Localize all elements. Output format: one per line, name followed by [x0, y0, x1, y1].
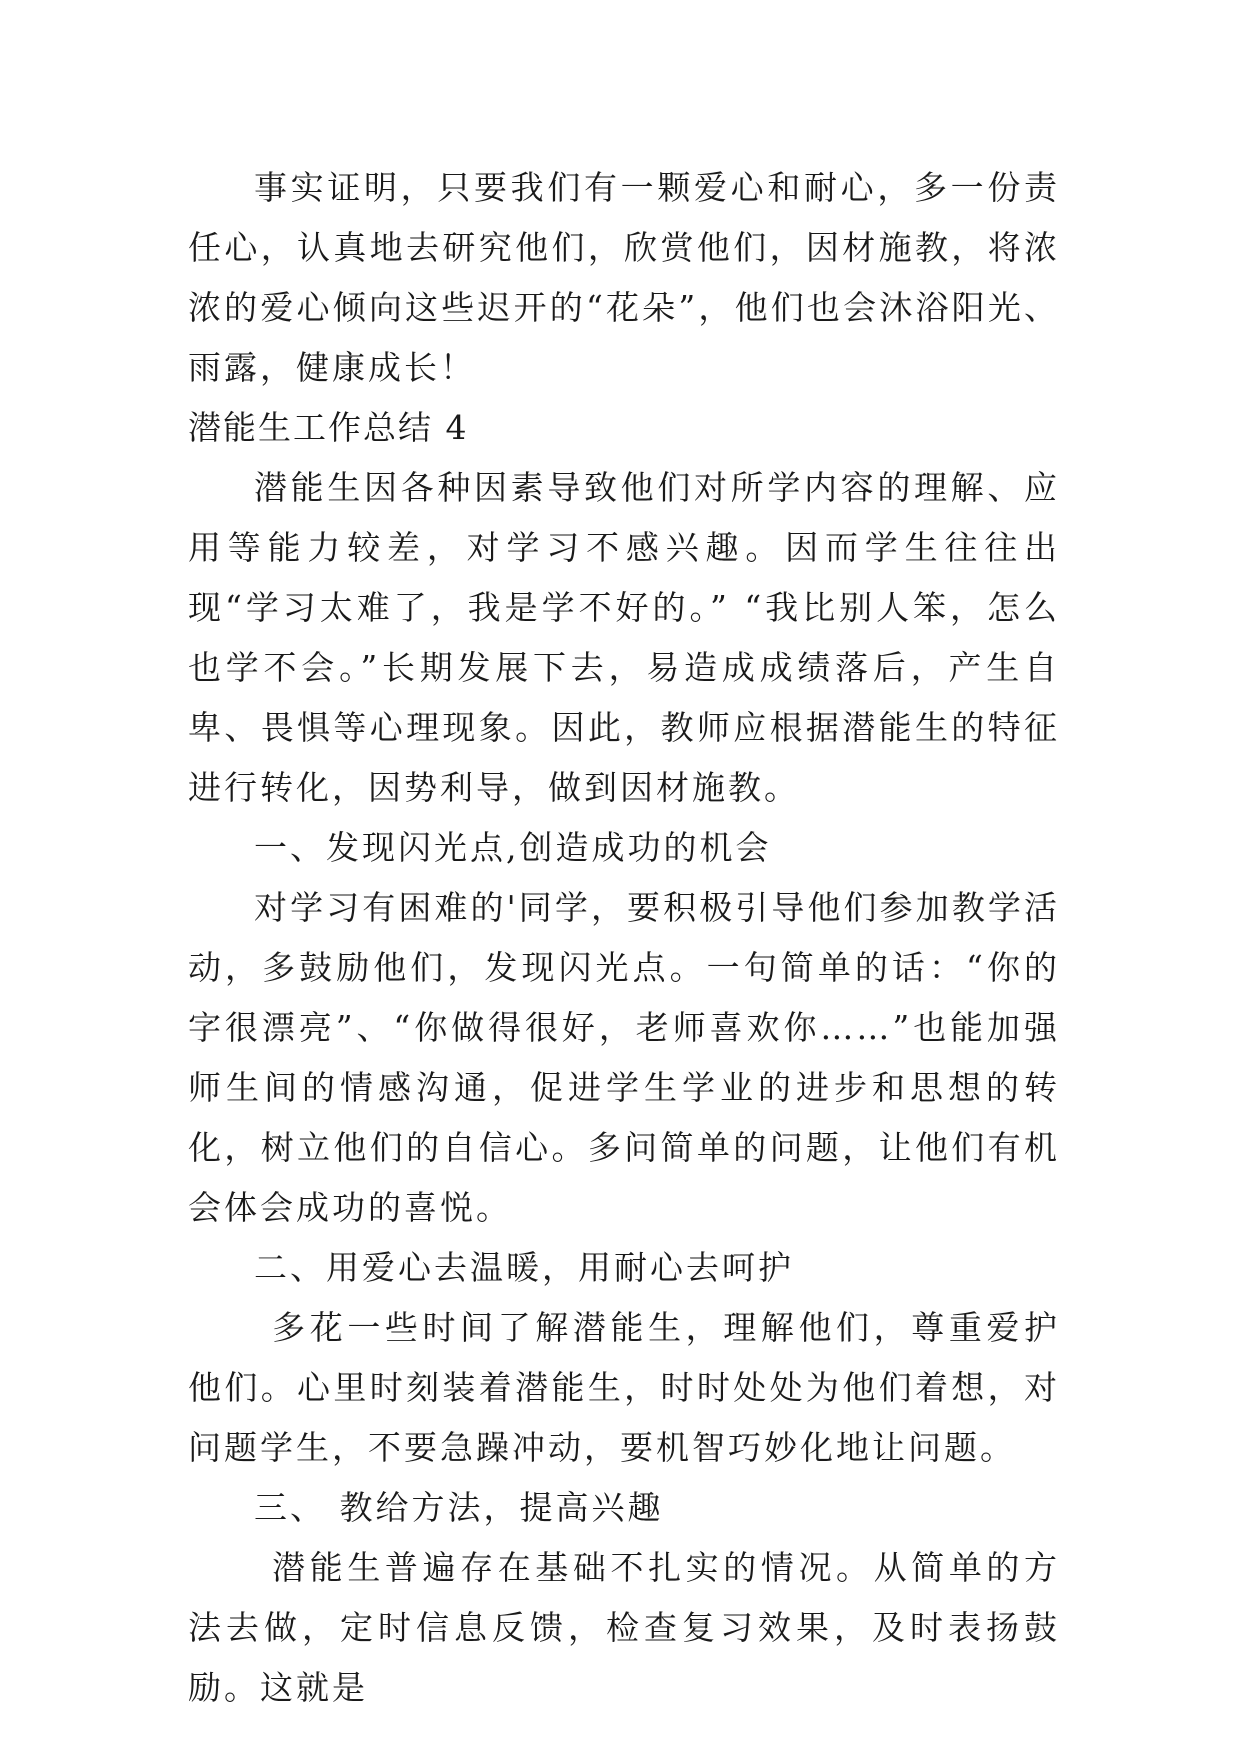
heading-two: 二、用爱心去温暖，用耐心去呵护: [254, 1248, 794, 1287]
document-body: [188, 158, 1060, 1718]
paragraph-one: 对学习有困难的'同学，要积极引导他们参加教学活动，多鼓励他们，发现闪光点。一句简单的话：“你的字很漂亮”、“你做得很好，老师喜欢你……”也能加强师生间的情感沟通，促进学生学业的进步和思想的转化，树立他们的自信心。多问简单的问题，让他们有机会体会成功的喜悦。: [188, 888, 1060, 1227]
heading-three: 三、 教给方法，提高兴趣: [254, 1488, 664, 1527]
paragraph-two: 多花一些时间了解潜能生，理解他们，尊重爱护他们。心里时刻装着潜能生，时时处处为他们着想，对问题学生，不要急躁冲动，要机智巧妙化地让问题。: [188, 1308, 1060, 1467]
heading-one: 一、发现闪光点,创造成功的机会: [254, 828, 772, 867]
paragraph-three: 潜能生普遍存在基础不扎实的情况。从简单的方法去做，定时信息反馈，检查复习效果，及时表扬鼓励。这就是: [188, 1548, 1060, 1707]
paragraph-conclusion: 事实证明，只要我们有一颗爱心和耐心，多一份责任心，认真地去研究他们，欣赏他们，因材施教，将浓浓的爱心倾向这些迟开的“花朵”，他们也会沐浴阳光、雨露，健康成长！: [188, 168, 1060, 387]
paragraph-intro: 潜能生因各种因素导致他们对所学内容的理解、应用等能力较差，对学习不感兴趣。因而学生往往出现“学习太难了，我是学不好的。” “我比别人笨，怎么也学不会。”长期发展下去，易造成成绩落后，产生自卑、畏惧等心理现象。因此，教师应根据潜能生的特征进行转化，因势利导，做到因材施教。: [188, 468, 1060, 807]
section-title: 潜能生工作总结 4: [188, 408, 469, 447]
